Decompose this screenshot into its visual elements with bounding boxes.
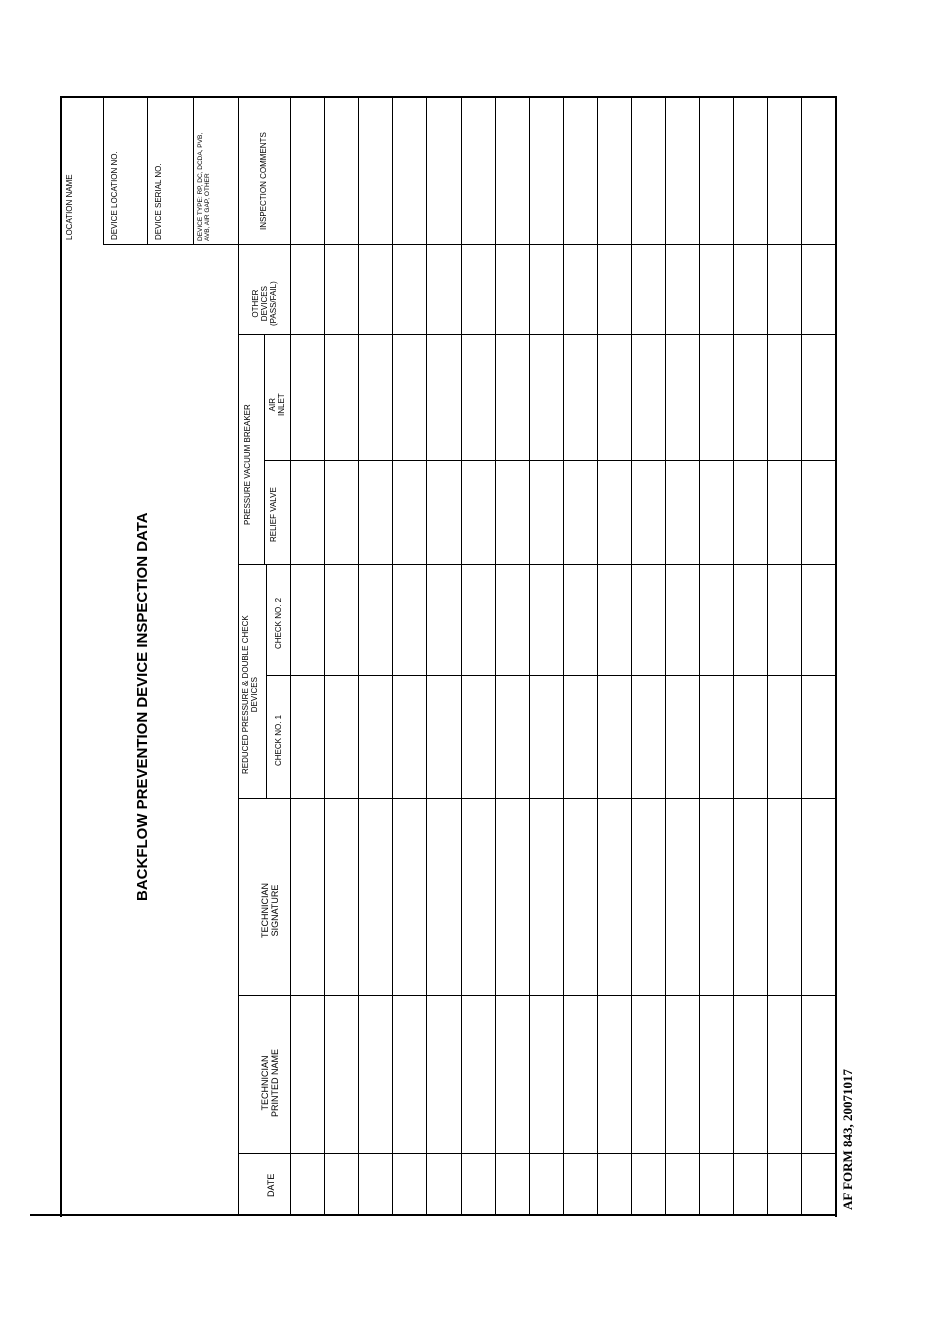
cell-divider — [665, 244, 699, 245]
header-divider — [193, 97, 194, 244]
cell-divider — [392, 1153, 426, 1154]
col-line-rp — [238, 798, 290, 799]
cell-divider — [495, 334, 529, 335]
cell-divider — [324, 564, 358, 565]
table-row[interactable] — [802, 98, 835, 1214]
signature-line-2: SIGNATURE — [270, 884, 281, 937]
cell-divider — [767, 244, 801, 245]
cell-divider — [461, 244, 495, 245]
header-divider — [147, 97, 148, 244]
cell-divider — [324, 1153, 358, 1154]
cell-divider — [324, 334, 358, 335]
cell-divider — [290, 798, 324, 799]
cell-divider — [529, 244, 563, 245]
cell-divider — [461, 675, 495, 676]
cell-divider — [665, 564, 699, 565]
cell-divider — [358, 995, 392, 996]
cell-divider — [733, 564, 767, 565]
table-row[interactable] — [393, 98, 426, 1214]
cell-divider — [597, 798, 631, 799]
cell-divider — [290, 334, 324, 335]
header-bottom-line — [103, 244, 238, 245]
cell-divider — [426, 334, 461, 335]
cell-divider — [426, 1153, 461, 1154]
cell-divider — [631, 798, 665, 799]
cell-divider — [426, 564, 461, 565]
cell-divider — [324, 798, 358, 799]
cell-divider — [631, 995, 665, 996]
cell-divider — [699, 244, 733, 245]
cell-divider — [563, 460, 597, 461]
other-devices-line-1: OTHER — [251, 289, 260, 318]
printed-name-line-1: TECHNICIAN — [260, 1055, 270, 1111]
cell-divider — [290, 995, 324, 996]
air-inlet-label — [268, 393, 286, 416]
cell-divider — [461, 1153, 495, 1154]
cell-divider — [767, 334, 801, 335]
cell-divider — [358, 798, 392, 799]
cell-divider — [495, 675, 529, 676]
form-title: BACKFLOW PREVENTION DEVICE INSPECTION DATA — [134, 512, 151, 901]
cell-divider — [529, 564, 563, 565]
cell-divider — [461, 995, 495, 996]
cell-divider — [665, 334, 699, 335]
cell-divider — [801, 334, 835, 335]
cell-divider — [733, 675, 767, 676]
cell-divider — [290, 1153, 324, 1154]
cell-divider — [801, 564, 835, 565]
cell-divider — [495, 244, 529, 245]
cell-divider — [597, 564, 631, 565]
cell-divider — [563, 334, 597, 335]
cell-divider — [699, 460, 733, 461]
cell-divider — [290, 460, 324, 461]
check-no-2-label: CHECK NO. 2 — [274, 597, 283, 649]
frame-bottom — [30, 1214, 837, 1216]
relief-valve-label: RELIEF VALVE — [269, 487, 278, 542]
cell-divider — [801, 460, 835, 461]
cell-divider — [665, 675, 699, 676]
device-serial-no-label: DEVICE SERIAL NO. — [154, 163, 163, 240]
cell-divider — [631, 675, 665, 676]
check-no-1-label: CHECK NO. 1 — [274, 714, 283, 766]
row-separator — [835, 97, 836, 1215]
cell-divider — [801, 798, 835, 799]
cell-divider — [631, 244, 665, 245]
frame-left — [60, 96, 62, 1217]
cell-divider — [324, 460, 358, 461]
col-line-air-inlet — [264, 460, 290, 461]
pvb-group-label: PRESSURE VACUUM BREAKER — [243, 404, 252, 525]
technician-printed-name-label — [260, 1049, 281, 1117]
cell-divider — [767, 798, 801, 799]
cell-divider — [426, 798, 461, 799]
cell-divider — [426, 460, 461, 461]
table-row[interactable] — [325, 98, 358, 1214]
cell-divider — [597, 995, 631, 996]
table-row[interactable] — [359, 98, 392, 1214]
cell-divider — [665, 460, 699, 461]
cell-divider — [733, 1153, 767, 1154]
air-inlet-line-2: INLET — [277, 393, 287, 416]
cell-divider — [699, 675, 733, 676]
cell-divider — [597, 460, 631, 461]
cell-divider — [290, 564, 324, 565]
cell-divider — [699, 995, 733, 996]
cell-divider — [563, 675, 597, 676]
table-row[interactable] — [564, 98, 597, 1214]
cell-divider — [563, 1153, 597, 1154]
cell-divider — [392, 564, 426, 565]
cell-divider — [631, 1153, 665, 1154]
table-row[interactable] — [496, 98, 529, 1214]
rp-group-line-2: DEVICES — [250, 677, 260, 713]
table-row[interactable] — [768, 98, 801, 1214]
cell-divider — [290, 244, 324, 245]
cell-divider — [767, 995, 801, 996]
cell-divider — [461, 460, 495, 461]
cell-divider — [665, 995, 699, 996]
device-type-label — [197, 133, 212, 241]
col-line-comments — [238, 244, 290, 245]
date-label: DATE — [266, 1173, 276, 1197]
cell-divider — [324, 675, 358, 676]
rp-group-line-1: REDUCED PRESSURE & DOUBLE CHECK — [241, 615, 250, 774]
cell-divider — [699, 1153, 733, 1154]
header-divider — [103, 97, 104, 244]
cell-divider — [767, 675, 801, 676]
pvb-subheader-line — [264, 334, 265, 564]
table-row[interactable] — [632, 98, 665, 1214]
col-line-name — [238, 1153, 290, 1154]
cell-divider — [495, 798, 529, 799]
table-left-edge — [238, 97, 239, 1215]
cell-divider — [699, 334, 733, 335]
cell-divider — [597, 675, 631, 676]
technician-signature-label — [260, 883, 281, 938]
cell-divider — [801, 995, 835, 996]
other-devices-line-3: (PASS/FAIL) — [269, 281, 279, 326]
cell-divider — [767, 564, 801, 565]
col-line-signature — [238, 995, 290, 996]
cell-divider — [665, 798, 699, 799]
cell-divider — [529, 460, 563, 461]
cell-divider — [358, 1153, 392, 1154]
cell-divider — [563, 995, 597, 996]
cell-divider — [597, 1153, 631, 1154]
cell-divider — [563, 798, 597, 799]
cell-divider — [529, 995, 563, 996]
table-row[interactable] — [427, 98, 461, 1214]
cell-divider — [767, 460, 801, 461]
rp-subheader-line — [266, 564, 267, 798]
cell-divider — [358, 675, 392, 676]
col-line-check2 — [266, 675, 290, 676]
table-row[interactable] — [666, 98, 699, 1214]
table-row[interactable] — [291, 98, 324, 1214]
cell-divider — [495, 995, 529, 996]
table-row[interactable] — [734, 98, 767, 1214]
device-type-line-1: DEVICE TYPE: RP, DC, DCDA, PVB, — [197, 132, 204, 241]
cell-divider — [631, 334, 665, 335]
table-row[interactable] — [700, 98, 733, 1214]
cell-divider — [733, 244, 767, 245]
cell-divider — [392, 995, 426, 996]
cell-divider — [733, 460, 767, 461]
cell-divider — [733, 798, 767, 799]
cell-divider — [461, 334, 495, 335]
cell-divider — [767, 1153, 801, 1154]
cell-divider — [392, 798, 426, 799]
cell-divider — [461, 564, 495, 565]
cell-divider — [495, 460, 529, 461]
cell-divider — [665, 1153, 699, 1154]
table-row[interactable] — [462, 98, 495, 1214]
other-devices-line-2: DEVICES — [260, 286, 270, 322]
table-row[interactable] — [530, 98, 563, 1214]
cell-divider — [699, 564, 733, 565]
inspection-comments-label: INSPECTION COMMENTS — [259, 132, 268, 230]
cell-divider — [290, 675, 324, 676]
cell-divider — [597, 244, 631, 245]
location-name-label: LOCATION NAME — [65, 174, 74, 240]
cell-divider — [358, 334, 392, 335]
device-location-no-label: DEVICE LOCATION NO. — [110, 151, 119, 240]
cell-divider — [392, 244, 426, 245]
cell-divider — [426, 675, 461, 676]
cell-divider — [563, 564, 597, 565]
cell-divider — [529, 334, 563, 335]
signature-line-1: TECHNICIAN — [260, 882, 270, 938]
cell-divider — [733, 995, 767, 996]
air-inlet-line-1: AIR — [268, 398, 277, 412]
form-id: AF FORM 843, 20071017 — [840, 1068, 855, 1210]
cell-divider — [699, 798, 733, 799]
col-line-pvb — [238, 564, 290, 565]
other-devices-label — [251, 281, 279, 326]
rp-group-label — [241, 615, 259, 774]
cell-divider — [392, 334, 426, 335]
cell-divider — [324, 244, 358, 245]
printed-name-line-2: PRINTED NAME — [270, 1048, 281, 1117]
cell-divider — [801, 1153, 835, 1154]
cell-divider — [392, 675, 426, 676]
cell-divider — [801, 244, 835, 245]
cell-divider — [733, 334, 767, 335]
cell-divider — [324, 995, 358, 996]
cell-divider — [461, 798, 495, 799]
cell-divider — [426, 244, 461, 245]
cell-divider — [631, 564, 665, 565]
cell-divider — [495, 564, 529, 565]
cell-divider — [801, 675, 835, 676]
cell-divider — [529, 798, 563, 799]
cell-divider — [529, 1153, 563, 1154]
cell-divider — [563, 244, 597, 245]
cell-divider — [631, 460, 665, 461]
table-row[interactable] — [598, 98, 631, 1214]
cell-divider — [358, 564, 392, 565]
device-type-line-2: AVB, AIR GAP, OTHER — [204, 173, 212, 241]
cell-divider — [529, 675, 563, 676]
cell-divider — [358, 460, 392, 461]
cell-divider — [495, 1153, 529, 1154]
cell-divider — [392, 460, 426, 461]
cell-divider — [426, 995, 461, 996]
cell-divider — [358, 244, 392, 245]
cell-divider — [597, 334, 631, 335]
